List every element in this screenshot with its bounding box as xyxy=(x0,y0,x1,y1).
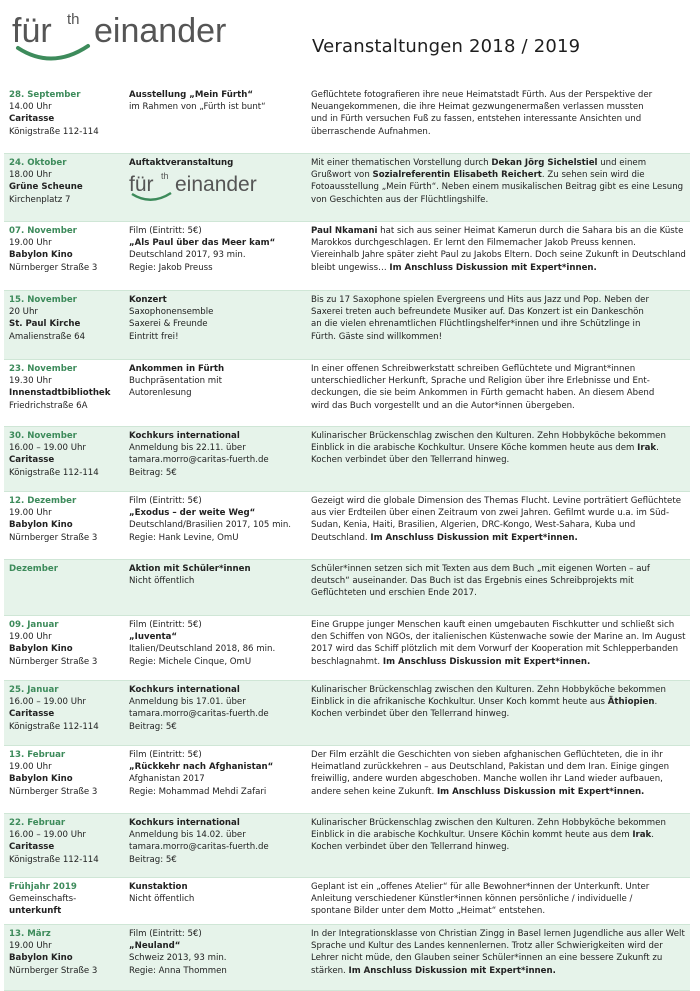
description-text: hat sich aus seiner Heimat Kamerun durch die Sahara bis an die Küste Marokkos durchgeschlagen. Er lernt den Filmemacher Jakob Preuss kennen. Viereinhalb Jahre später zieht Paul zu Jakobs Eltern. Doch seine Zukunft in Deutschland bleibt ungewiss… xyxy=(311,226,686,273)
event-title: Film (Eintritt: 5€) xyxy=(129,929,202,939)
event-row xyxy=(4,222,690,291)
event-date: 30. November xyxy=(9,431,77,441)
description-text: Kulinarischer Brückenschlag zwischen den Kulturen. Zehn Hobbyköche bekommen Einblick in die afrikanische Kochkultur. Unser Koch kommt heute aus xyxy=(311,685,666,708)
event-date: 25. Januar xyxy=(9,685,59,695)
event-when-line: Caritasse xyxy=(9,709,55,720)
event-when-line: 19.30 Uhr xyxy=(9,376,52,387)
event-when-line: Königstraße 112-114 xyxy=(9,854,99,865)
event-row xyxy=(4,492,690,560)
fuertheinander-logo xyxy=(12,10,272,65)
event-what-line: Deutschland/Brasilien 2017, 105 min. xyxy=(129,520,292,531)
event-when xyxy=(4,681,129,745)
event-when-line: Amalienstraße 64 xyxy=(9,331,86,342)
event-what-line: Nicht öffentlich xyxy=(129,894,195,905)
description-line: Geplant ist ein „offenes Atelier“ für alle Bewohner*innen der Unterkunft. Unter xyxy=(311,882,650,892)
event-what-line: Buchpräsentation mit xyxy=(129,376,222,387)
description-highlight: Im Anschluss Diskussion mit Expert*innen. xyxy=(389,262,597,273)
event-when-line: Königstraße 112-114 xyxy=(9,467,99,478)
event-what xyxy=(129,746,311,813)
event-when-line: 19.00 Uhr xyxy=(9,632,52,643)
description-text: . Zu sehen sein wird die Fotoausstellung „Mein Fürth“. Neben einem musikalischen Beitrag gibt es eine Lesung von Geschichten aus der Flüchtlingshilfe. xyxy=(311,170,684,205)
event-description xyxy=(311,616,690,680)
description-line: Fürth. Gäste sind willkommen! xyxy=(311,331,443,342)
event-title: Auftaktveranstaltung xyxy=(129,158,234,168)
event-when-line: Caritasse xyxy=(9,842,55,853)
event-what xyxy=(129,291,311,359)
event-what-line: „Iuventa“ xyxy=(129,632,178,643)
description-highlight: Im Anschluss Diskussion mit Expert*innen. xyxy=(382,656,591,667)
event-date: 22. Februar xyxy=(9,818,66,828)
event-description xyxy=(311,360,690,426)
event-title: Aktion mit Schüler*innen xyxy=(129,564,251,574)
event-what xyxy=(129,492,311,559)
event-email-link[interactable]: tamara.morro@caritas-fuerth.de xyxy=(129,709,269,720)
event-row xyxy=(4,878,690,925)
description-highlight: Dekan Jörg Sichelstiel xyxy=(491,158,598,168)
document-title: Veranstaltungen 2018 / 2019 xyxy=(312,36,581,57)
description-text: Mit einer thematischen Vorstellung durch xyxy=(311,158,492,168)
event-what-line: Anmeldung bis 14.02. über xyxy=(129,830,246,841)
description-line: In einer offenen Schreibwerkstatt schreiben Geflüchtete und Migrant*innen xyxy=(311,364,636,374)
description-text: . Kochen verbindet über den Tellerrand hinweg. xyxy=(311,443,659,466)
event-row xyxy=(4,616,690,681)
description-text: In der Integrationsklasse von Christian Zingg in Basel lernen Jugendliche aus aller Welt Sprache und Kultur des Landes kennenlernen. Trotz aller Schwierigkeiten wird der Lehrer nicht müde, den Glauben seiner Schüler*innen an eine bessere Zukunft zu stärken. xyxy=(311,929,685,976)
event-what-line: Anmeldung bis 17.01. über xyxy=(129,697,246,708)
description-highlight: Irak xyxy=(632,830,652,841)
event-what xyxy=(129,814,311,877)
header xyxy=(0,0,700,82)
event-title: Kochkurs international xyxy=(129,818,240,828)
event-row xyxy=(4,560,690,616)
event-when-line: 16.00 – 19.00 Uhr xyxy=(9,830,86,841)
event-when-line: Babylon Kino xyxy=(9,520,73,531)
event-description xyxy=(311,814,690,877)
event-when-line: Caritasse xyxy=(9,455,55,466)
event-when-line: Nürnberger Straße 3 xyxy=(9,656,98,667)
event-what xyxy=(129,222,311,290)
event-date: 23. November xyxy=(9,364,77,374)
event-what-line: Regie: Anna Thommen xyxy=(129,965,227,976)
event-description xyxy=(311,681,690,745)
event-what-line: „Exodus – der weite Weg“ xyxy=(129,508,256,519)
event-when-line: 19.00 Uhr xyxy=(9,941,52,952)
event-title: Film (Eintritt: 5€) xyxy=(129,226,202,236)
description-highlight: Äthiopien xyxy=(607,697,655,708)
event-when-line: Nürnberger Straße 3 xyxy=(9,262,98,273)
event-row xyxy=(4,814,690,878)
event-when-line: Babylon Kino xyxy=(9,774,73,785)
event-row xyxy=(4,746,690,814)
description-line: überraschende Aufnahmen. xyxy=(311,126,431,137)
event-when-line: Babylon Kino xyxy=(9,250,73,261)
event-title: Kochkurs international xyxy=(129,685,240,695)
description-text: Kulinarischer Brückenschlag zwischen den Kulturen. Zehn Hobbyköche bekommen Einblick in die arabische Kochkultur. Unsere Köche kommen heute aus dem xyxy=(311,431,666,454)
event-what-line: Anmeldung bis 22.11. über xyxy=(129,443,246,454)
description-line: Bis zu 17 Saxophone spielen Evergreens und Hits aus Jazz und Pop. Neben der xyxy=(311,295,649,305)
event-date: 09. Januar xyxy=(9,620,59,630)
event-what-line: Regie: Hank Levine, OmU xyxy=(129,532,239,543)
description-text: Der Film erzählt die Geschichten von sieben afghanischen Geflüchteten, die in ihr Heimatland zurückkehren – aus Deutschland, Pakistan und dem Iran. Einige gingen freiwillig, andere wurden abgeschoben. Manche wollen ihr Land wieder aufbauen, andere sehen keine Zukunft. xyxy=(311,750,670,797)
event-when xyxy=(4,427,129,491)
event-when xyxy=(4,86,129,153)
event-when-line: 18.00 Uhr xyxy=(9,170,52,181)
event-when xyxy=(4,360,129,426)
event-row xyxy=(4,360,690,427)
event-what-line: Eintritt frei! xyxy=(129,331,179,342)
event-description xyxy=(311,291,690,359)
description-line: Schüler*innen setzen sich mit Texten aus dem Buch „mit eigenen Worten – auf xyxy=(311,564,650,574)
event-what-line: Regie: Mohammad Mehdi Zafari xyxy=(129,786,267,797)
description-text: Eine Gruppe junger Menschen kauft einen umgebauten Fischkutter und schließt sich den Schiffen von NGOs, der italienischen Küstenwache sowie der Marine an. Im August 2017 wird das Schiff plötzlich mit dem Vorwurf der Kooperation mit Schlepperbanden beschlagnahmt. xyxy=(311,620,686,667)
description-line: und in Fürth versuchen Fuß zu fassen, entstehen interessante Ansichten und xyxy=(311,114,642,125)
description-highlight: Paul Nkamani xyxy=(311,226,378,236)
event-description xyxy=(311,560,690,615)
description-text: Gezeigt wird die globale Dimension des Themas Flucht. Levine porträtiert Geflüchtete aus vier Erdteilen über einen Zeitraum von zwei Jahren. Gefilmt wurde u.a. im Süd-Sudan, Kenia, Haiti, Brasilien, Algerien, DRC-Kongo, West-Sahara, Kuba und Deutschland. xyxy=(311,496,681,543)
event-when-line: Königstraße 112-114 xyxy=(9,126,99,137)
event-date: 15. November xyxy=(9,295,77,305)
description-line: deutsch“ auseinander. Das Buch ist das Ergebnis eines Schreibprojekts mit xyxy=(311,576,634,587)
event-what-line: Saxerei & Freunde xyxy=(129,319,208,330)
event-what xyxy=(129,560,311,615)
logo-einander: einander xyxy=(94,12,227,50)
event-row xyxy=(4,925,690,991)
event-what-line: Regie: Michele Cinque, OmU xyxy=(129,656,252,667)
event-what-line: „Rückkehr nach Afghanistan“ xyxy=(129,762,274,773)
event-what xyxy=(129,925,311,990)
event-what xyxy=(129,427,311,491)
event-when-line: Königstraße 112-114 xyxy=(9,721,99,732)
event-when xyxy=(4,746,129,813)
event-row xyxy=(4,154,690,222)
event-when-line: Friedrichstraße 6A xyxy=(9,400,88,411)
event-when xyxy=(4,878,129,924)
event-when-line: Kirchenplatz 7 xyxy=(9,194,71,205)
description-line: Geflüchteten und erschien Ende 2017. xyxy=(311,588,477,599)
event-description xyxy=(311,427,690,491)
event-what xyxy=(129,616,311,680)
event-when xyxy=(4,814,129,877)
description-highlight: Im Anschluss Diskussion mit Expert*innen. xyxy=(436,786,645,797)
event-what-line: Deutschland 2017, 93 min. xyxy=(129,250,246,261)
description-line: Geflüchtete fotografieren ihre neue Heimatstadt Fürth. Aus der Perspektive der xyxy=(311,90,653,100)
event-title: Kochkurs international xyxy=(129,431,240,441)
event-when xyxy=(4,222,129,290)
event-row xyxy=(4,86,690,154)
event-title: Film (Eintritt: 5€) xyxy=(129,750,202,760)
event-date: Dezember xyxy=(9,564,58,574)
event-title: Film (Eintritt: 5€) xyxy=(129,620,202,630)
event-when-line: Nürnberger Straße 3 xyxy=(9,786,98,797)
description-highlight: Im Anschluss Diskussion mit Expert*innen. xyxy=(348,965,556,976)
fuertheinander-mini-logo xyxy=(129,170,269,206)
event-what-line: „Neuland“ xyxy=(129,941,181,952)
event-date: 12. Dezember xyxy=(9,496,77,506)
event-what xyxy=(129,154,311,221)
event-when xyxy=(4,560,129,615)
event-row xyxy=(4,291,690,360)
logo-fuer: für xyxy=(12,12,52,50)
event-description xyxy=(311,492,690,559)
event-when-line: 14.00 Uhr xyxy=(9,102,52,113)
event-when-line: unterkunft xyxy=(9,906,62,917)
mini-logo-fuer: für xyxy=(129,173,154,197)
event-what-line: Schweiz 2013, 93 min. xyxy=(129,953,227,964)
event-when-line: 16.00 – 19.00 Uhr xyxy=(9,697,86,708)
event-title: Film (Eintritt: 5€) xyxy=(129,496,202,506)
event-description xyxy=(311,925,690,990)
event-email-link[interactable]: tamara.morro@caritas-fuerth.de xyxy=(129,455,269,466)
event-date: 13. März xyxy=(9,929,51,939)
event-what-line: Autorenlesung xyxy=(129,388,192,399)
event-what-line: Nicht öffentlich xyxy=(129,576,195,587)
event-what-line: Beitrag: 5€ xyxy=(129,721,177,732)
event-email-link[interactable]: tamara.morro@caritas-fuerth.de xyxy=(129,842,269,853)
mini-logo-th: th xyxy=(161,171,169,182)
description-line: spontane Bilder unter dem Motto „Heimat“ entstehen. xyxy=(311,906,546,917)
description-text: . Kochen verbindet über den Tellerrand hinweg. xyxy=(311,830,654,853)
description-highlight: Sozialreferentin Elisabeth Reichert xyxy=(372,170,542,181)
description-text: und einem Grußwort von xyxy=(311,158,647,181)
event-what xyxy=(129,360,311,426)
event-row xyxy=(4,427,690,492)
event-what-line: Saxophonensemble xyxy=(129,307,214,318)
event-what xyxy=(129,681,311,745)
description-line: deckungen, die sie beim Ankommen in Fürth gemacht haben. An diesem Abend xyxy=(311,388,655,399)
event-date: 24. Oktober xyxy=(9,158,67,168)
event-date: Frühjahr 2019 xyxy=(9,882,77,892)
event-title: Ausstellung „Mein Fürth“ xyxy=(129,90,253,100)
mini-logo-einander: einander xyxy=(175,173,257,197)
events-list xyxy=(4,86,690,991)
event-what-line: Beitrag: 5€ xyxy=(129,854,177,865)
logo-th: th xyxy=(67,11,80,28)
event-when-line: St. Paul Kirche xyxy=(9,319,81,330)
event-title: Ankommen in Fürth xyxy=(129,364,225,374)
event-what-line: Afghanistan 2017 xyxy=(129,774,205,785)
event-what xyxy=(129,878,311,924)
event-what-line: im Rahmen von „Fürth ist bunt“ xyxy=(129,102,266,113)
event-what-line: Italien/Deutschland 2018, 86 min. xyxy=(129,644,276,655)
event-when xyxy=(4,616,129,680)
event-when-line: 19.00 Uhr xyxy=(9,238,52,249)
event-when xyxy=(4,925,129,990)
event-when-line: Nürnberger Straße 3 xyxy=(9,965,98,976)
event-description xyxy=(311,154,690,221)
description-line: Anleitung verschiedener Künstler*innen können persönliche / individuelle / xyxy=(311,894,633,905)
event-when-line: Caritasse xyxy=(9,114,55,125)
event-title: Kunstaktion xyxy=(129,882,188,892)
event-description xyxy=(311,878,690,924)
event-what-line: Regie: Jakob Preuss xyxy=(129,262,213,273)
event-when xyxy=(4,492,129,559)
event-when-line: 19.00 Uhr xyxy=(9,762,52,773)
event-date: 13. Februar xyxy=(9,750,66,760)
description-line: unterschiedlicher Herkunft, Sprache und Religion über ihre Erlebnisse und Ent- xyxy=(311,376,650,387)
event-when xyxy=(4,291,129,359)
description-text: Kulinarischer Brückenschlag zwischen den Kulturen. Zehn Hobbyköche bekommen Einblick in die arabische Kochkultur. Unsere Köchin kommt heute aus dem xyxy=(311,818,666,841)
event-row xyxy=(4,681,690,746)
event-date: 28. September xyxy=(9,90,81,100)
event-when-line: 19.00 Uhr xyxy=(9,508,52,519)
event-when-line: Grüne Scheune xyxy=(9,182,83,193)
description-line: wird das Buch vorgestellt und an die Autor*innen übergeben. xyxy=(311,400,575,411)
event-what-line: Beitrag: 5€ xyxy=(129,467,177,478)
event-what-line: „Als Paul über das Meer kam“ xyxy=(129,238,276,249)
event-when-line: Babylon Kino xyxy=(9,644,73,655)
event-when-line: Babylon Kino xyxy=(9,953,73,964)
event-date: 07. November xyxy=(9,226,77,236)
event-when-line: Innenstadtbibliothek xyxy=(9,388,111,399)
event-when-line: 16.00 – 19.00 Uhr xyxy=(9,443,86,454)
description-line: Neuangekommenen, die ihre Heimat gezwungenermaßen verlassen mussten xyxy=(311,102,644,113)
description-highlight: Im Anschluss Diskussion mit Expert*innen. xyxy=(370,532,578,543)
event-when-line: 20 Uhr xyxy=(9,307,38,318)
event-what xyxy=(129,86,311,153)
event-description xyxy=(311,222,690,290)
description-line: Saxerei treten auch befreundete Musiker auf. Das Konzert ist ein Dankeschön xyxy=(311,307,644,318)
event-description xyxy=(311,746,690,813)
description-highlight: Irak xyxy=(637,443,657,454)
event-description xyxy=(311,86,690,153)
event-when-line: Nürnberger Straße 3 xyxy=(9,532,98,543)
description-line: an die vielen ehrenamtlichen Flüchtlingshelfer*innen und ihre Schützlinge in xyxy=(311,319,641,330)
event-title: Konzert xyxy=(129,295,167,305)
description-text: . Kochen verbindet über den Tellerrand hinweg. xyxy=(311,697,658,720)
event-when-line: Gemeinschafts- xyxy=(9,894,77,905)
event-when xyxy=(4,154,129,221)
